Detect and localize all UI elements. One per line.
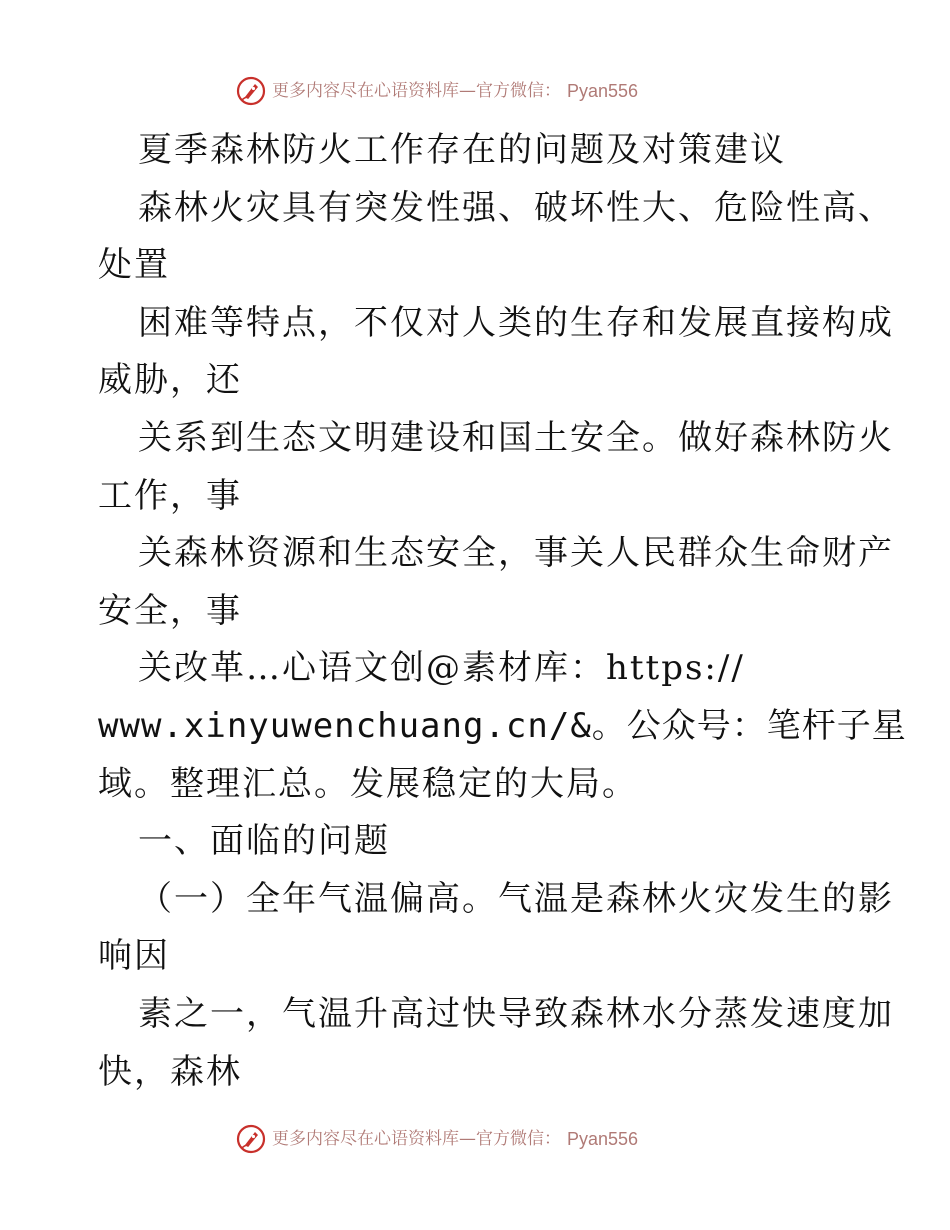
paragraph-line: 森林火灾具有突发性强、破坏性大、危险性高、 — [138, 187, 894, 228]
paragraph-line-url: www.xinyuwenchuang.cn/&。公众号：笔杆子星 — [98, 705, 907, 746]
paragraph-line: 安全，事 — [98, 590, 242, 631]
subsection-heading: （一）全年气温偏高。气温是森林火灾发生的影 — [138, 878, 894, 919]
paragraph-line: 威胁，还 — [98, 360, 242, 401]
header-watermark-text: 更多内容尽在心语资料库—官方微信： — [272, 81, 561, 101]
paragraph-line: 响因 — [98, 936, 170, 977]
paragraph-line: 域。整理汇总。发展稳定的大局。 — [98, 763, 638, 804]
paragraph-line: 困难等特点，不仅对人类的生存和发展直接构成 — [138, 302, 894, 343]
document-body — [98, 122, 907, 1101]
document-title: 夏季森林防火工作存在的问题及对策建议 — [138, 130, 786, 170]
header-watermark — [236, 74, 756, 108]
paragraph-line: 关森林资源和生态安全，事关人民群众生命财产 — [138, 533, 894, 574]
section-heading: 一、面临的问题 — [138, 821, 390, 862]
pen-nib-seal-icon — [236, 76, 266, 106]
paragraph-line: 工作，事 — [98, 475, 242, 516]
footer-watermark-handle: Pyan556 — [567, 1129, 639, 1149]
paragraph-line: 处置 — [98, 245, 170, 286]
header-watermark-handle: Pyan556 — [567, 81, 639, 101]
paragraph-line: 关改革…心语文创@素材库：https:// — [138, 648, 745, 689]
footer-watermark-text: 更多内容尽在心语资料库—官方微信： — [272, 1129, 561, 1149]
paragraph-line: 快，森林 — [98, 1051, 242, 1092]
paragraph-line: 素之一，气温升高过快导致森林水分蒸发速度加 — [138, 993, 894, 1034]
footer-watermark — [236, 1122, 756, 1156]
paragraph-line: 关系到生态文明建设和国土安全。做好森林防火 — [138, 417, 894, 458]
pen-nib-seal-icon — [236, 1124, 266, 1154]
